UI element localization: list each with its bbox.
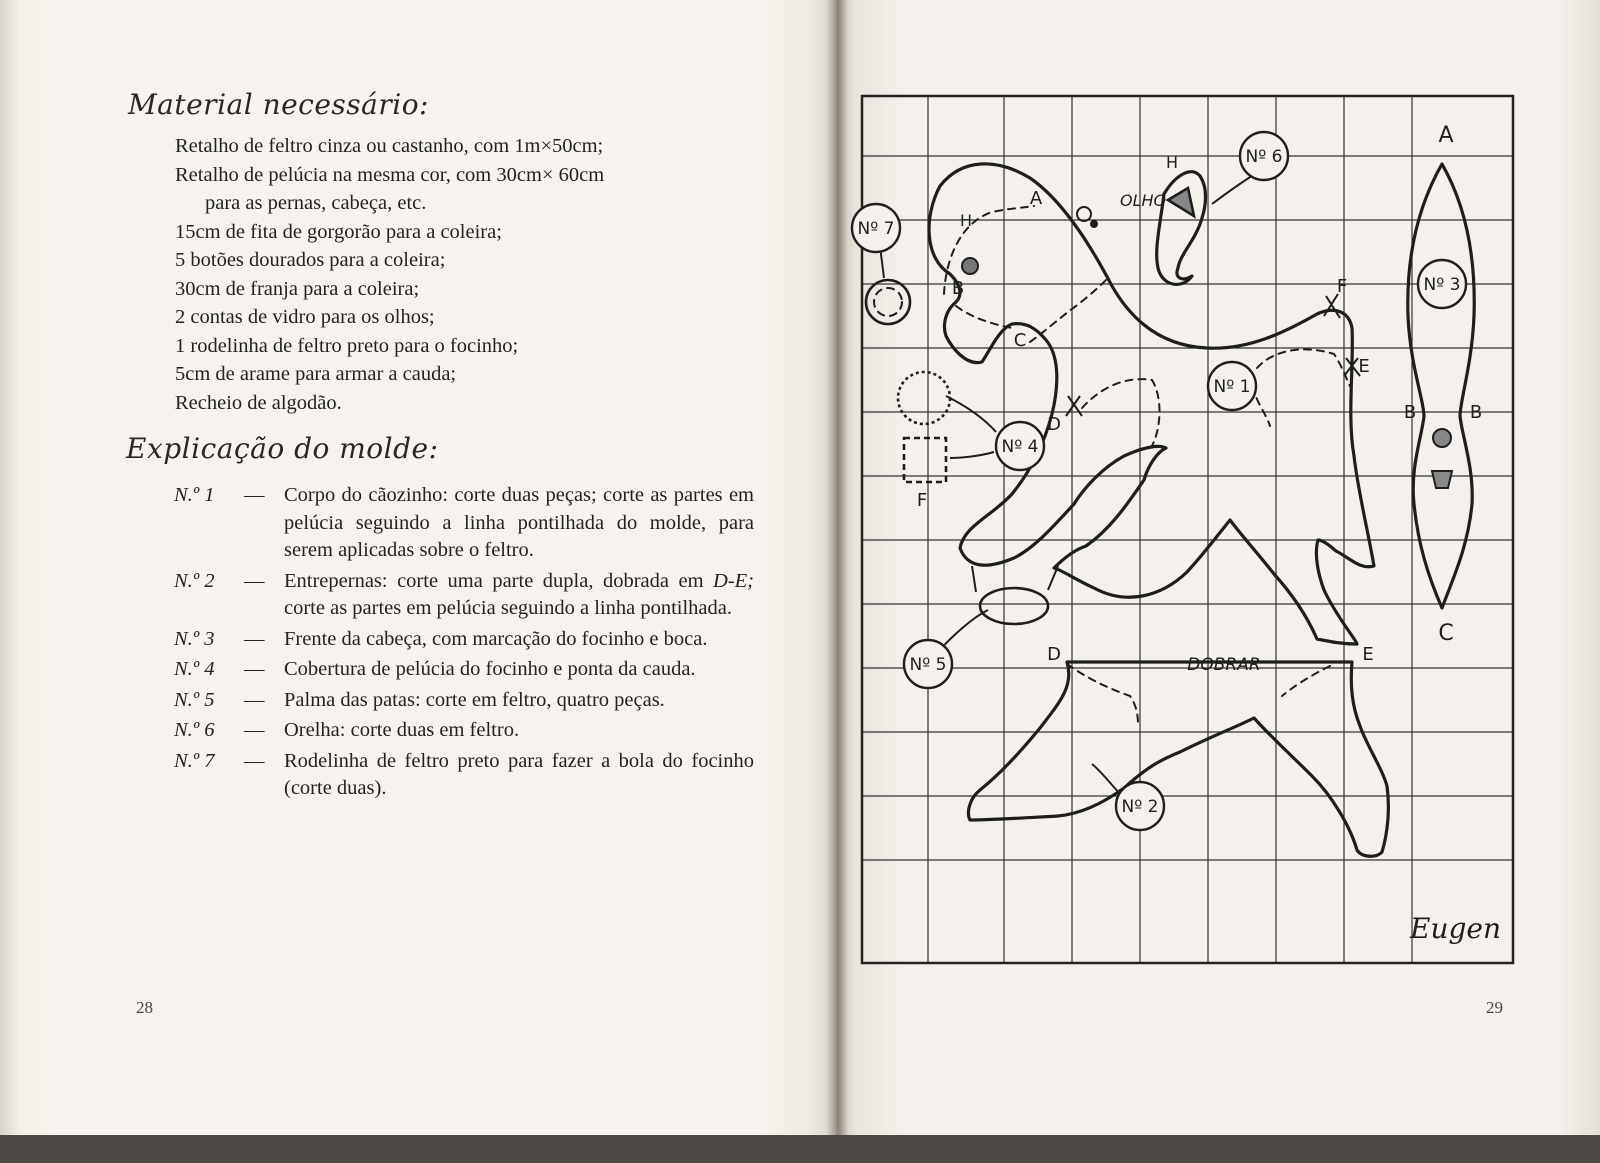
arrow-paw-left (972, 566, 976, 592)
letter-e-body: E (1358, 356, 1370, 377)
dotted-line-neck (956, 276, 1110, 342)
letter-b-head-right: B (1469, 402, 1483, 423)
material-item: Recheio de algodão. (175, 391, 342, 414)
item-text-italic: D-E; (713, 569, 754, 592)
page-number-left: 28 (136, 998, 153, 1017)
item-text-after: corte as partes em pelúcia seguindo a linha pontilhada. (284, 597, 732, 619)
explanation-item-3 (174, 626, 754, 654)
material-item: para as pernas, cabeça, etc. (205, 192, 427, 214)
material-item: 15cm de fita de gorgorão para a coleira; (175, 220, 502, 243)
item-text (284, 568, 754, 623)
eye-mark (1077, 207, 1091, 221)
item-text-before: Entrepernas: corte uma parte dupla, dobrada em (284, 569, 704, 592)
letter-d-body: D (1047, 414, 1061, 435)
label-n4: Nº 4 (1001, 437, 1039, 457)
explanation-item-2 (174, 568, 754, 623)
explanation-list (174, 482, 754, 806)
item-number: N.º 2 (174, 569, 215, 592)
eye-dot (1090, 220, 1098, 228)
material-item: 5 botões dourados para a coleira; (175, 249, 446, 271)
item-dash: — (244, 749, 265, 772)
material-item: 2 contas de vidro para os olhos; (175, 306, 435, 328)
item-text: Frente da cabeça, com marcação do focinho e boca. (284, 627, 708, 650)
book-gutter (826, 0, 848, 1135)
label-n5: Nº 5 (909, 655, 947, 675)
nose-circle-dotted (874, 288, 902, 316)
arrow-paw-right (1048, 566, 1058, 590)
nose-disc-outline (866, 280, 910, 324)
body-piece-outline (929, 164, 1374, 644)
letter-f-body: F (1336, 276, 1348, 297)
arrow-n4-tail (950, 452, 994, 458)
letter-a-head: A (1438, 123, 1454, 148)
label-n6: Nº 6 (1245, 147, 1283, 167)
inner-leg-piece-outline (968, 662, 1388, 856)
book-bottom-edge (0, 1135, 1600, 1163)
letter-e-inner-leg: E (1362, 644, 1374, 665)
item-dash: — (244, 484, 265, 506)
letter-c-head: C (1438, 621, 1454, 646)
item-dash: — (244, 658, 265, 680)
paw-pad-outline (980, 588, 1048, 624)
item-number: N.º 5 (174, 688, 215, 711)
letter-a-body: A (1029, 188, 1043, 209)
letter-h-ear: H (1165, 153, 1179, 172)
item-number: N.º 3 (174, 627, 215, 650)
item-text: Orelha: corte duas em feltro. (284, 719, 520, 741)
material-item: 1 rodelinha de feltro preto para o focinho; (175, 334, 519, 357)
label-n1: Nº 1 (1213, 377, 1251, 397)
item-dash: — (244, 719, 265, 741)
arrow-n4-muzzle (946, 396, 996, 432)
inner-ear-mark (1168, 188, 1194, 216)
illustrator-signature: Eugen (1410, 912, 1501, 945)
explanation-item-6 (174, 717, 754, 745)
item-number: N.º 4 (174, 658, 215, 680)
material-item: 5cm de arame para armar a cauda; (175, 363, 457, 385)
explanation-item-7 (174, 748, 754, 803)
item-number: N.º 1 (174, 484, 215, 506)
material-item: Retalho de pelúcia na mesma cor, com 30cm× 60cm (175, 163, 605, 186)
label-n7: Nº 7 (857, 219, 895, 239)
item-text: Rodelinha de feltro preto para fazer a bola do focinho (corte duas). (284, 749, 754, 799)
letter-d-inner-leg: D (1047, 644, 1061, 665)
letter-f-piece: F (916, 490, 928, 511)
letter-c-body: C (1013, 330, 1027, 351)
page-number-right: 29 (1486, 998, 1503, 1017)
item-number: N.º 7 (174, 749, 215, 772)
item-dash: — (244, 627, 265, 650)
item-text: Palma das patas: corte em feltro, quatro peças. (284, 688, 665, 711)
label-n3: Nº 3 (1423, 275, 1461, 295)
item-dash: — (244, 688, 265, 711)
item-dash: — (244, 569, 265, 592)
label-dobrar: DOBRAR (1187, 655, 1261, 675)
sewing-pattern-diagram (857, 96, 1516, 966)
material-item: Retalho de feltro cinza ou castanho, com 1m×50cm; (175, 135, 604, 157)
letter-b-body: B (951, 278, 965, 299)
head-front-piece-outline (1408, 164, 1474, 608)
materials-list (175, 132, 775, 417)
letter-b-head-left: B (1403, 402, 1417, 423)
cross-mark-f (1324, 294, 1340, 318)
label-n2: Nº 2 (1121, 797, 1159, 817)
nose-mark-head (962, 258, 978, 274)
cross-mark-d (1066, 396, 1082, 416)
explanation-item-5 (174, 687, 754, 715)
snout-mark (1433, 429, 1451, 447)
letter-h-body: H (959, 211, 973, 230)
material-item: 30cm de franja para a coleira; (175, 277, 420, 300)
mouth-mark (1432, 471, 1452, 488)
label-olho: OLHO (1120, 191, 1167, 210)
item-text: Corpo do cãozinho: corte duas peças; corte as partes em pelúcia seguindo a linha pontilhada do molde, para serem aplicadas sobre o feltro. (284, 484, 754, 561)
explanation-item-4 (174, 656, 754, 684)
item-text: Cobertura de pelúcia do focinho e ponta da cauda. (284, 658, 696, 680)
ear-piece-outline (1157, 172, 1206, 285)
muzzle-cover-outline (898, 372, 950, 424)
explanation-item-1 (174, 482, 754, 565)
material-heading: Material necessário: (128, 88, 429, 121)
item-number: N.º 6 (174, 719, 215, 741)
explanation-heading: Explicação do molde: (126, 432, 439, 465)
